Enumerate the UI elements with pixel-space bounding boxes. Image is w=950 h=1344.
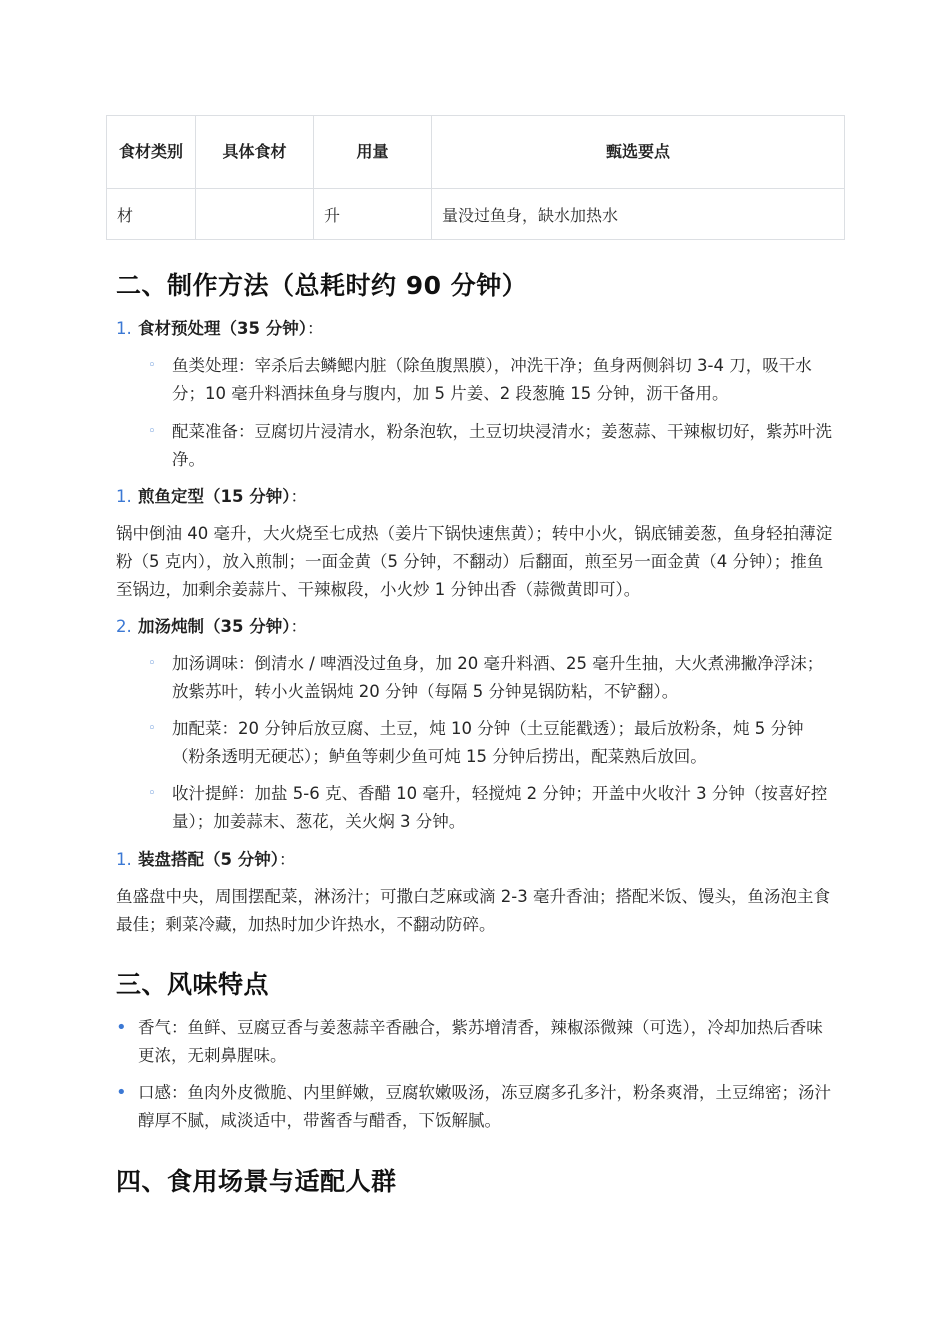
list-item: 鱼类处理：宰杀后去鳞鳃内脏（除鱼腹黑膜），冲洗干净；鱼身两侧斜切 3-4 刀，吸干水分；10 毫升料酒抹鱼身与腹内，加 5 片姜、2 段葱腌 15 分钟，沥干备用。: [172, 356, 812, 403]
table-header-ingredient: 具体食材: [196, 116, 314, 189]
table-cell-ingredient: [196, 189, 314, 240]
list-item: 收汁提鲜：加盐 5-6 克、香醋 10 毫升，轻搅炖 2 分钟；开盖中火收汁 3 分钟（按喜好控量）；加姜蒜末、葱花，关火焖 3 分钟。: [172, 784, 828, 831]
step-title-prep: 食材预处理（35 分钟）：: [138, 319, 324, 338]
table-row: [107, 189, 845, 240]
step-paragraph-fry: 锅中倒油 40 毫升，大火烧至七成热（姜片下锅快速焦黄）；转中小火，锅底铺姜葱，鱼身轻拍薄淀粉（5 克内），放入煎制；一面金黄（5 分钟，不翻动）后翻面，煎至另一面金黄（4 分钟）；推鱼至锅边，加剩余姜蒜片、干辣椒段，小火炒 1 分钟出香（蒜微黄即可）。: [116, 524, 833, 599]
step-title-stew: 加汤炖制（35 分钟）：: [138, 617, 307, 636]
section-heading-method: 二、制作方法（总耗时约 90 分钟）: [116, 271, 528, 300]
list-item: 口感：鱼肉外皮微脆、内里鲜嫩，豆腐软嫩吸汤，冻豆腐多孔多汁，粉条爽滑，土豆绵密；汤汁醇厚不腻，咸淡适中，带酱香与醋香，下饭解腻。: [138, 1083, 831, 1130]
list-item: 香气：鱼鲜、豆腐豆香与姜葱蒜辛香融合，紫苏增清香，辣椒添微辣（可选），冷却加热后香味更浓，无刺鼻腥味。: [138, 1018, 823, 1065]
section-heading-scenarios: 四、食用场景与适配人群: [116, 1167, 397, 1196]
table-header-tips: 甄选要点: [432, 116, 845, 189]
table-header-row: [107, 116, 845, 189]
table-cell-amount: 升: [314, 189, 432, 240]
list-item: 加配菜：20 分钟后放豆腐、土豆，炖 10 分钟（土豆能戳透）；最后放粉条，炖 5 分钟（粉条透明无硬芯）；鲈鱼等刺少鱼可炖 15 分钟后捞出，配菜熟后放回。: [172, 719, 804, 766]
table-cell-tips: 量没过鱼身，缺水加热水: [432, 189, 845, 240]
step-number: 2.: [116, 617, 132, 636]
section-heading-flavor: 三、风味特点: [116, 970, 270, 999]
step-number: 1.: [116, 487, 132, 506]
sub-bullet-icon: ◦: [148, 656, 156, 671]
bullet-icon: •: [116, 1082, 127, 1103]
step-number: 1.: [116, 319, 132, 338]
table-header-category: 食材类别: [107, 116, 196, 189]
sub-bullet-icon: ◦: [148, 721, 156, 736]
sub-bullet-icon: ◦: [148, 786, 156, 801]
step-number: 1.: [116, 850, 132, 869]
ingredients-table: [106, 115, 845, 240]
bullet-icon: •: [116, 1017, 127, 1038]
sub-bullet-icon: ◦: [148, 358, 156, 373]
step-paragraph-plate: 鱼盛盘中央，周围摆配菜，淋汤汁；可撒白芝麻或滴 2-3 毫升香油；搭配米饭、馒头，鱼汤泡主食最佳；剩菜冷藏，加热时加少许热水，不翻动防碎。: [116, 887, 830, 934]
table-header-amount: 用量: [314, 116, 432, 189]
list-item: 加汤调味：倒清水 / 啤酒没过鱼身，加 20 毫升料酒、25 毫升生抽，大火煮沸撇净浮沫；放紫苏叶，转小火盖锅炖 20 分钟（每隔 5 分钟晃锅防粘，不铲翻）。: [172, 654, 824, 701]
table-cell-category: 材: [107, 189, 196, 240]
step-title-plate: 装盘搭配（5 分钟）：: [138, 850, 296, 869]
sub-bullet-icon: ◦: [148, 424, 156, 439]
step-title-fry: 煎鱼定型（15 分钟）：: [138, 487, 307, 506]
list-item: 配菜准备：豆腐切片浸清水，粉条泡软，土豆切块浸清水；姜葱蒜、干辣椒切好，紫苏叶洗净。: [172, 422, 832, 469]
